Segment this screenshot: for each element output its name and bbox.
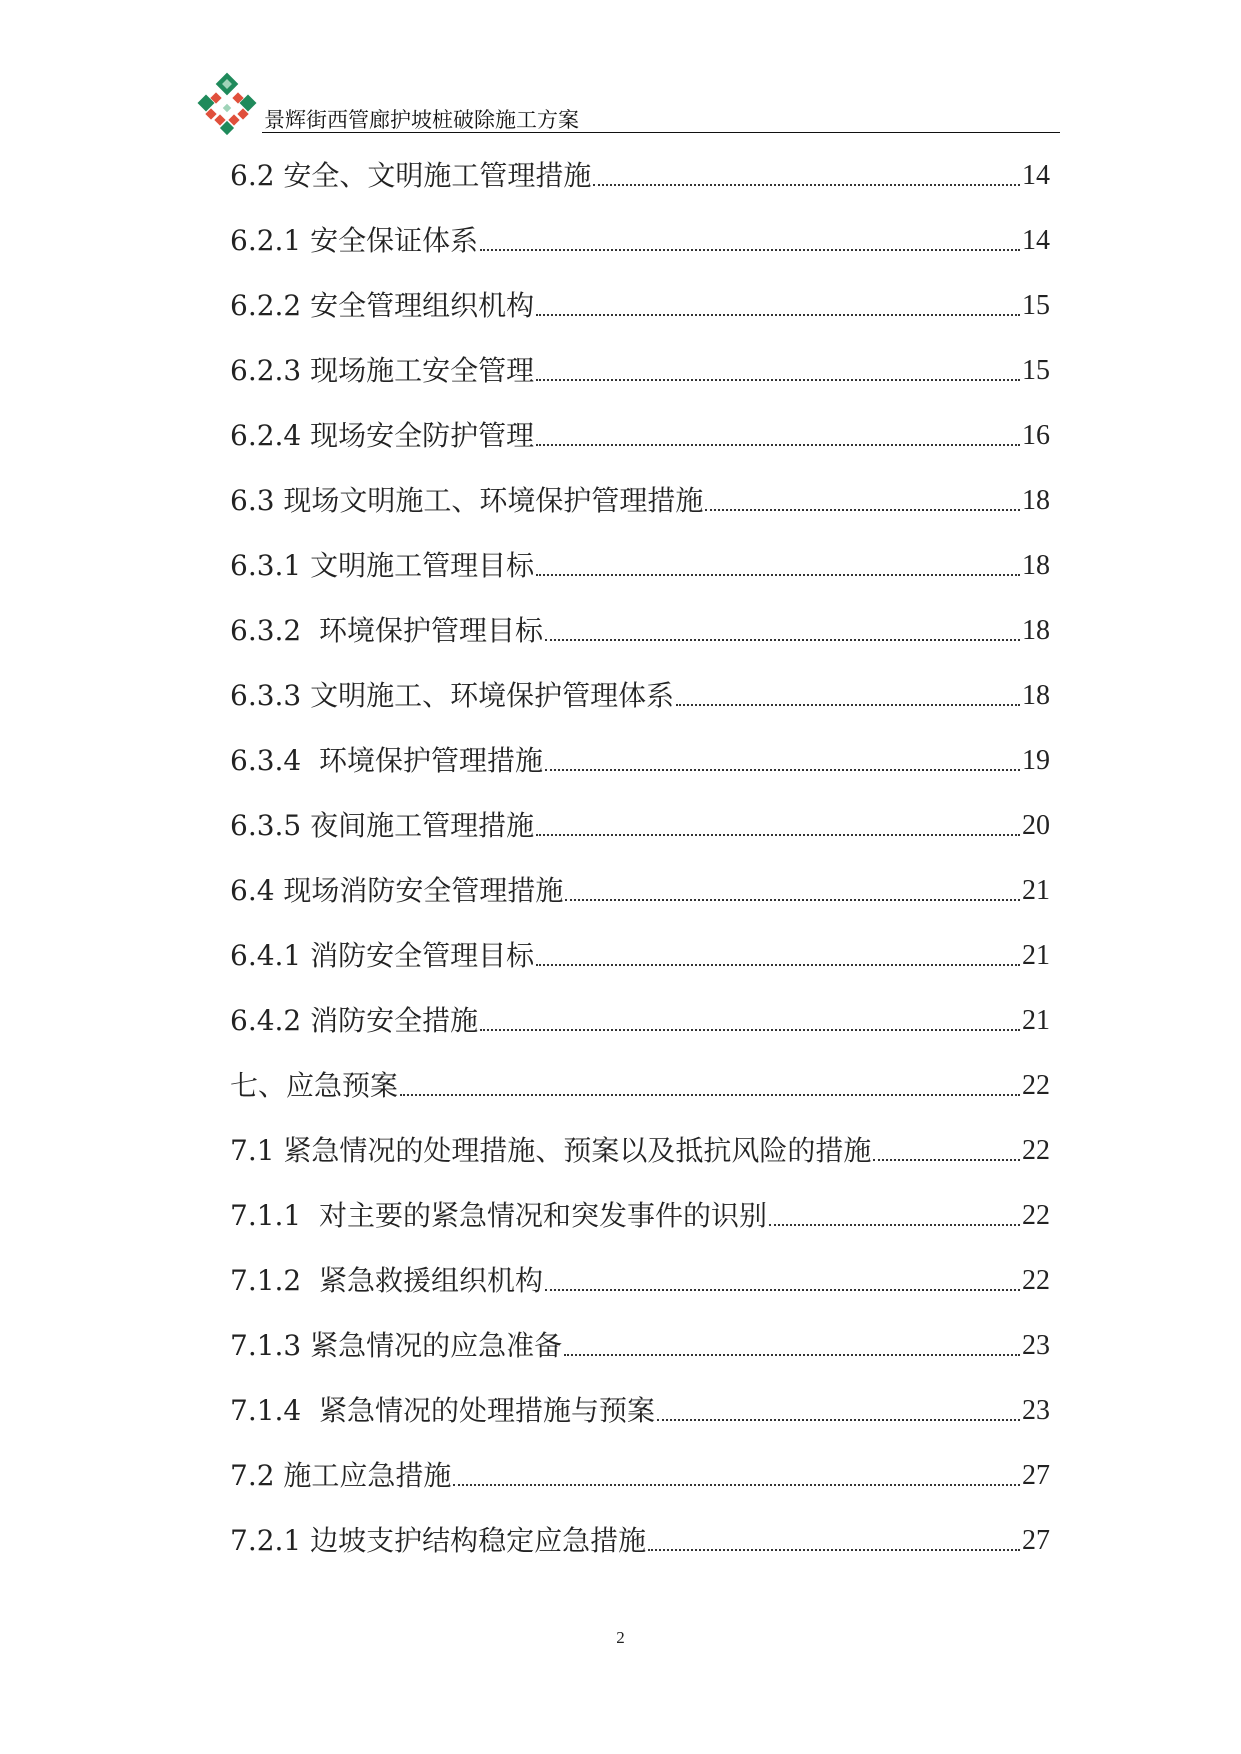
toc-entry-page: 21 [1022,1005,1050,1036]
toc-leader-dots [536,810,1020,836]
company-logo-icon [192,70,262,136]
toc-entry[interactable] [230,420,1050,485]
toc-leader-dots [564,1330,1020,1356]
toc-entry[interactable] [230,940,1050,1005]
page-header [192,70,1060,136]
toc-entry-label: 6.2.2 安全管理组织机构 [230,289,535,322]
logo-red-5 [214,114,225,125]
toc-leader-dots [769,1200,1020,1226]
toc-entry[interactable] [230,1070,1050,1135]
toc-leader-dots [565,875,1020,901]
toc-entry-label: 7.1.3 紧急情况的应急准备 [230,1329,563,1362]
toc-entry-label: 6.2.1 安全保证体系 [230,224,479,257]
toc-leader-dots [536,420,1020,446]
toc-entry-page: 18 [1022,485,1050,516]
toc-leader-dots [657,1395,1020,1421]
toc-entry[interactable] [230,1265,1050,1330]
toc-leader-dots [536,290,1020,316]
toc-entry[interactable] [230,1525,1050,1590]
toc-entry[interactable] [230,1005,1050,1070]
toc-entry[interactable] [230,355,1050,420]
toc-entry-page: 16 [1022,420,1050,451]
toc-leader-dots [536,550,1020,576]
toc-leader-dots [480,225,1020,251]
toc-leader-dots [676,680,1020,706]
toc-entry-label: 7.2.1 边坡支护结构稳定应急措施 [230,1524,647,1557]
toc-entry-label: 6.3 现场文明施工、环境保护管理措施 [230,484,704,517]
toc-entry[interactable] [230,875,1050,940]
toc-leader-dots [593,160,1020,186]
toc-entry-page: 21 [1022,875,1050,906]
logo-center-diamond [223,104,231,112]
toc-entry[interactable] [230,290,1050,355]
toc-entry-page: 22 [1022,1135,1050,1166]
table-of-contents [230,160,1050,1590]
toc-leader-dots [705,485,1020,511]
toc-entry-page: 27 [1022,1525,1050,1556]
toc-entry-page: 20 [1022,810,1050,841]
toc-entry-label: 七、应急预案 [230,1069,399,1102]
toc-leader-dots [545,1265,1020,1291]
toc-entry[interactable] [230,1460,1050,1525]
toc-entry-label: 6.4.2 消防安全措施 [230,1004,479,1037]
toc-entry[interactable] [230,745,1050,810]
toc-entry[interactable] [230,1395,1050,1460]
page-number: 2 [616,1628,625,1647]
toc-entry-page: 27 [1022,1460,1050,1491]
toc-entry[interactable] [230,160,1050,225]
toc-entry-label: 6.3.1 文明施工管理目标 [230,549,535,582]
toc-entry-page: 23 [1022,1330,1050,1361]
toc-entry-page: 15 [1022,290,1050,321]
toc-leader-dots [400,1070,1020,1096]
toc-entry[interactable] [230,225,1050,290]
toc-entry-page: 15 [1022,355,1050,386]
toc-entry-label: 6.3.2 环境保护管理目标 [230,614,544,647]
toc-leader-dots [873,1135,1020,1161]
toc-entry-label: 6.2.4 现场安全防护管理 [230,419,535,452]
toc-entry-page: 18 [1022,680,1050,711]
toc-entry[interactable] [230,615,1050,680]
toc-entry-label: 6.3.5 夜间施工管理措施 [230,809,535,842]
toc-entry[interactable] [230,550,1050,615]
toc-leader-dots [536,940,1020,966]
toc-entry-label: 6.4.1 消防安全管理目标 [230,939,535,972]
header-divider [262,132,1060,133]
toc-entry-page: 23 [1022,1395,1050,1426]
toc-entry[interactable] [230,1135,1050,1200]
toc-entry-page: 14 [1022,225,1050,256]
toc-entry[interactable] [230,1330,1050,1395]
toc-entry[interactable] [230,1200,1050,1265]
toc-entry-label: 7.1.4 紧急情况的处理措施与预案 [230,1394,656,1427]
toc-entry-label: 7.1.2 紧急救援组织机构 [230,1264,544,1297]
toc-leader-dots [545,745,1020,771]
toc-entry-page: 22 [1022,1200,1050,1231]
toc-entry-label: 7.2 施工应急措施 [230,1459,452,1492]
toc-entry-page: 22 [1022,1265,1050,1296]
toc-entry-label: 6.3.3 文明施工、环境保护管理体系 [230,679,675,712]
toc-entry-label: 6.2 安全、文明施工管理措施 [230,159,592,192]
toc-entry[interactable] [230,485,1050,550]
logo-red-6 [228,114,239,125]
toc-entry-page: 18 [1022,550,1050,581]
toc-entry-label: 7.1 紧急情况的处理措施、预案以及抵抗风险的措施 [230,1134,872,1167]
toc-leader-dots [453,1460,1020,1486]
toc-leader-dots [648,1525,1020,1551]
toc-entry-label: 6.4 现场消防安全管理措施 [230,874,564,907]
toc-leader-dots [536,355,1020,381]
toc-entry[interactable] [230,810,1050,875]
toc-entry-page: 14 [1022,160,1050,191]
toc-entry-label: 6.3.4 环境保护管理措施 [230,744,544,777]
toc-entry[interactable] [230,680,1050,745]
toc-entry-label: 6.2.3 现场施工安全管理 [230,354,535,387]
toc-entry-page: 21 [1022,940,1050,971]
toc-leader-dots [480,1005,1020,1031]
header-title: 景辉街西管廊护坡桩破除施工方案 [264,108,579,132]
toc-entry-page: 18 [1022,615,1050,646]
toc-entry-page: 22 [1022,1070,1050,1101]
toc-leader-dots [545,615,1020,641]
toc-entry-label: 7.1.1 对主要的紧急情况和突发事件的识别 [230,1199,768,1232]
toc-entry-page: 19 [1022,745,1050,776]
